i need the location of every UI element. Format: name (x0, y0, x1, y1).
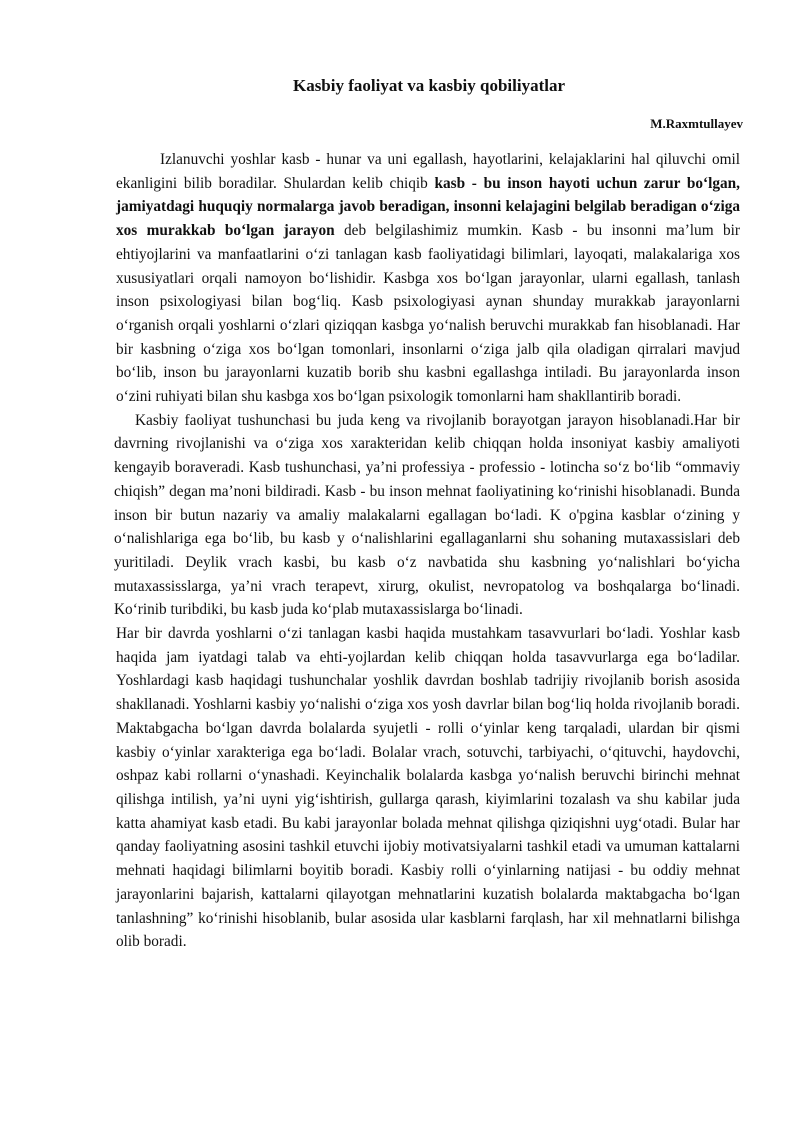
paragraph-2: Kasbiy faoliyat tushunchasi bu juda keng va rivojlanib borayotgan jarayon hisoblanadi.Har bir davrning rivojlanishi va o‘ziga xos xarakteridan kelib chiqqan holda insoniyat kasbiy amaliyoti kengayib boraveradi. Kasb tushunchasi, ya’ni professiya - professio - lotincha so‘z bo‘lib “ommaviy chiqish” degan ma’noni bildiradi. Kasb - bu inson mehnat faoliyatining ko‘rinishi hisoblanadi. Bunda inson bir butun nazariy va amaliy malakalarni egallagan bo‘ladi. K o'pgina kasblar o‘zining y o‘nalishlariga ega bo‘lib, bu kasb y o‘nalishlarini egallaganlarni shu sohaning mutaxassislari deb yuritiladi. Deylik vrach kasbi, bu kasb o‘z navbatida shu kasbning yo‘nalishlari bo‘yicha mutaxassisslarga, ya’ni vrach terapevt, xirurg, okulist, nevropatolog va boshqalarga bo‘linadi. Ko‘rinib turibdiki, bu kasb juda ko‘plab mutaxassislarga bo‘linadi. (114, 411, 740, 619)
document-title: Kasbiy faoliyat va kasbiy qobiliyatlar (292, 76, 566, 95)
paragraph-3: Har bir davrda yoshlarni o‘zi tanlagan kasbi haqida mustahkam tasavvurlari bo‘ladi. Yoshlar kasb haqida jam iyatdagi talab va ehti-yojlardan kelib chiqqan holda tasavvurlarga ega bo‘ladilar. Yoshlardagi kasb haqidagi tushunchalar yoshlik davrdan boshlab tadrijiy rivojlanib borish asosida shakllanadi. Yoshlarni kasbiy yo‘nalishi o‘ziga xos yosh davrlar bilan bog‘liq holda rivojlanib boradi. Maktabgacha bo‘lgan davrda bolalarda syujetli - rolli o‘yinlar keng tarqaladi, ulardan bir qismi kasbiy o‘yinlar xarakteriga ega bo‘ladi. Bolalar vrach, sotuvchi, tarbiyachi, o‘qituvchi, haydovchi, oshpaz kabi rollarni o‘ynashadi. Keyinchalik bolalarda kasbga yo‘nalish beruvchi birinchi mehnat qilishga intilish, ya’ni uyni yig‘ishtirish, gullarga qarash, kiyimlarini tozalash va shu kabilar juda katta ahamiyat kasb etadi. Bu kabi jarayonlar bolada mehnat qilishga qiziqishni uyg‘otadi. Bular har qanday faoliyatning asosini tashkil etuvchi ijobiy motivatsiyalarni tashkil etadi va umuman kattalarni mehnati haqidagi bilimlarni boyitib boradi. Kasbiy rolli o‘yinlarning natijasi - bu oddiy mehnat jarayonlarini bajarish, kattalarni qilayotgan mehnatlarini kuzatish bolalarda maktabgacha bo‘lgan tanlashning” ko‘rinishi hisoblanib, bular asosida ular kasblarni farqlash, har xil mehnatlarni bilishga olib boradi. (116, 625, 740, 951)
document-body (116, 148, 740, 954)
kasb-definition: kasb - bu inson hayoti uchun zarur bo‘lgan, jamiyatdagi huquqiy normalarga javob beradigan, insonni kelajagini belgilab beradigan o‘ziga xos murakkab bo‘lgan jarayon (116, 174, 740, 240)
paragraph-1 (116, 148, 740, 409)
paragraph-1-intro: Izlanuvchi yoshlar kasb - hunar va uni egallash, hayotlarini, kelajaklarini hal qiluvchi omil ekanligini bilib boradilar. Shulardan kelib chiqib (116, 151, 740, 192)
paragraph-1-rest: deb belgilashimiz mumkin. Kasb - bu insonni ma’lum bir ehtiyojlarini va manfaatlarini o‘zi tanlagan kasb faoliyatidagi bilimlari, layoqati, malakalariga xos xususiyatlari orqali namoyon bo‘lishidir. Kasbga xos bo‘lgan jarayonlar, ularni egallash, tanlash inson psixologiyasi bilan bog‘liq. Kasb psixologiyasi aynan shunday murakkab jarayonlarni o‘rganish orqali yoshlarni o‘zlari qiziqqan kasbga yo‘nalish beruvchi murakkab fan hisoblanadi. Har bir kasbning o‘ziga xos bo‘lgan tomonlari, insonlarni o‘ziga jalb qila oladigan qirralari mavjud bo‘lib, inson bu jarayonlarni kuzatib borib shu kasbni egallashga intiladi. Bu jarayonlarda inson o‘zini ruhiyati bilan shu kasbga xos bo‘lgan psixologik tomonlarni ham shakllantirib boradi. (116, 222, 740, 406)
author-name: M.Raxmtullayev (650, 116, 743, 131)
